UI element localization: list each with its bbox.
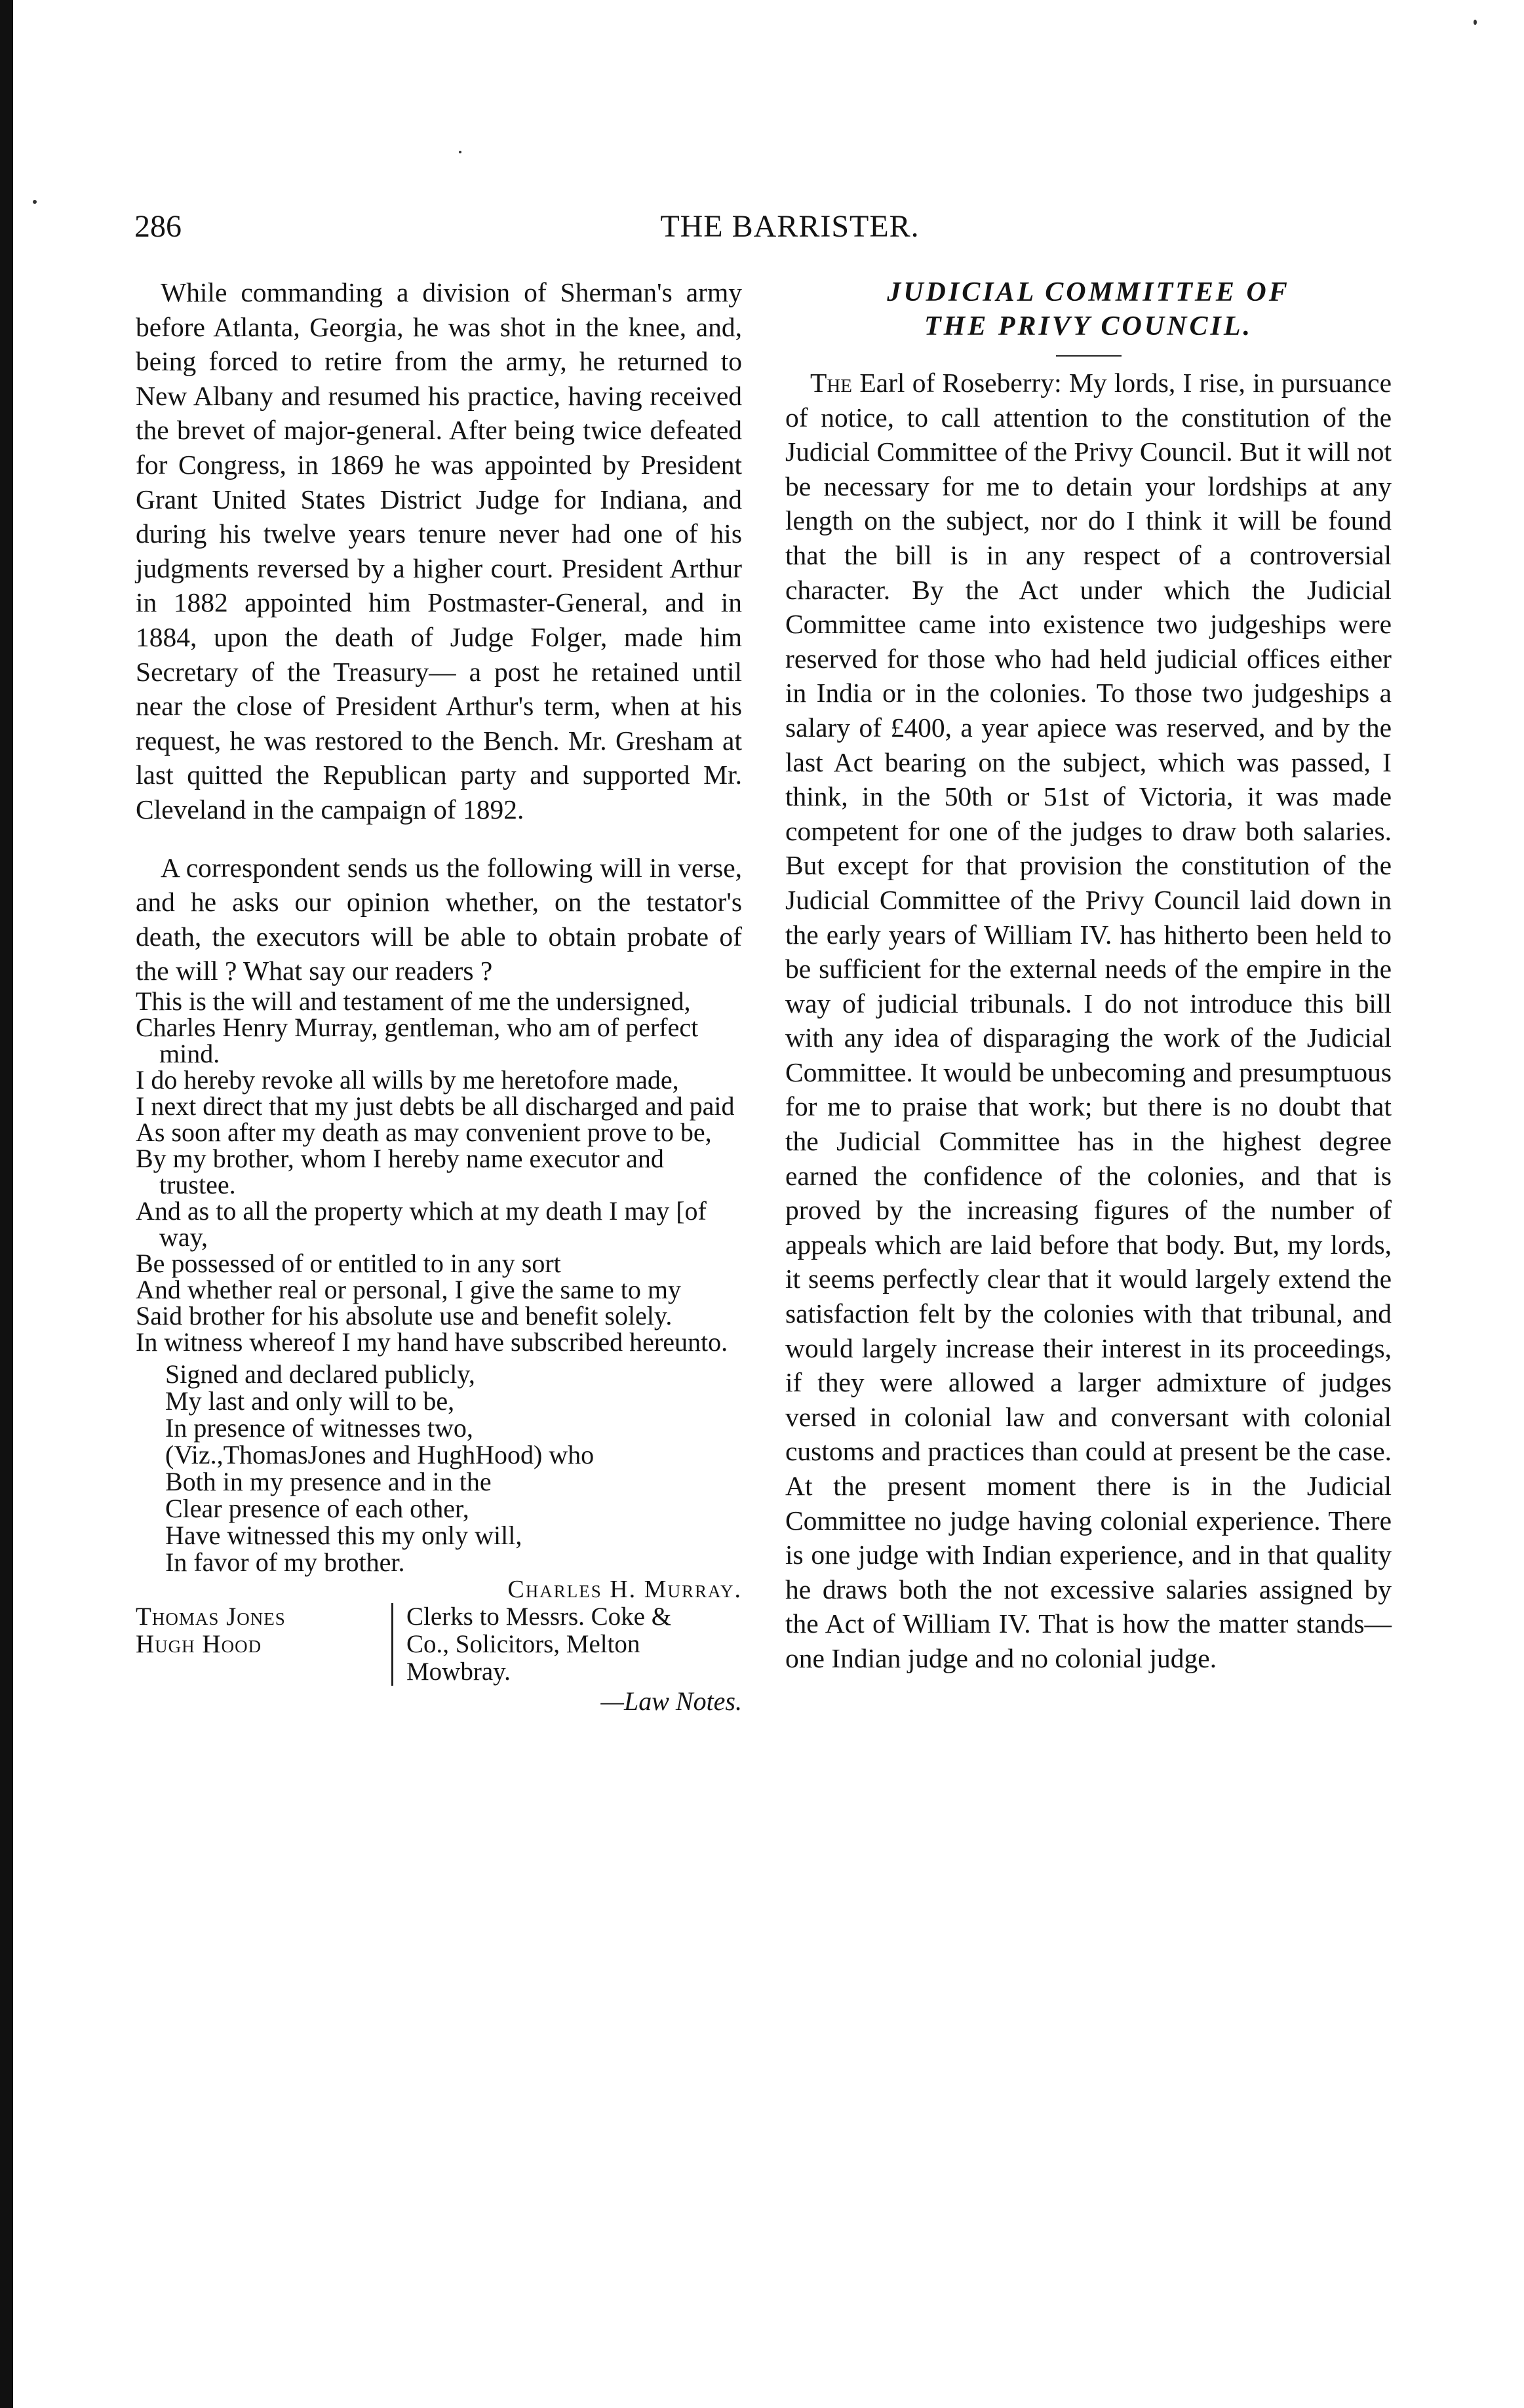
verse-line: My last and only will to be, — [165, 1386, 455, 1416]
right-column — [785, 275, 1392, 1676]
article-heading — [785, 275, 1392, 343]
verse-line: Have witnessed this my only will, — [165, 1520, 522, 1550]
will-verse — [136, 988, 742, 1355]
page-spine-shadow — [0, 0, 13, 2408]
verse-line: I do hereby revoke all wills by me heretofore made, — [136, 1064, 679, 1095]
page-header — [134, 208, 1445, 254]
source-credit: —Law Notes. — [600, 1686, 742, 1716]
verse-line: (Viz.,ThomasJones and HughHood) who — [165, 1439, 595, 1469]
verse-line: And as to all the property which at my death I may [of way, — [136, 1195, 707, 1252]
scan-speck — [1474, 20, 1477, 25]
heading-line: JUDICIAL COMMITTEE OF — [887, 277, 1290, 307]
scan-speck — [33, 200, 37, 204]
witness-desc-line: Co., Solicitors, Melton — [406, 1629, 640, 1658]
witness-name: Hugh Hood — [136, 1629, 262, 1658]
verse-line: In presence of witnesses two, — [165, 1412, 473, 1443]
witness-block — [136, 1603, 742, 1686]
heading-rule — [1056, 355, 1122, 357]
gresham-paragraph: While commanding a division of Sherman's army before Atlanta, Georgia, he was shot in the knee, and, being forced to retire from the army, he returned to New Albany and resumed his practice, having received the brevet of major-general. After being twice defeated for Congress, in 1869 he was appointed by President Grant United States District Judge for Indiana, and during his twelve years tenure never had one of his judgments reversed by a higher court. President Arthur in 1882 appointed him Postmaster-General, and in 1884, upon the death of Judge Folger, made him Secretary of the Treasury— a post he retained until near the close of President Arthur's term, when at his request, he was restored to the Bench. Mr. Gresham at last quitted the Republican party and supported Mr. Cleveland in the campaign of 1892. — [136, 277, 742, 825]
witness-name: Thomas Jones — [136, 1602, 286, 1631]
verse-line: In favor of my brother. — [165, 1547, 405, 1577]
heading-line: THE PRIVY COUNCIL. — [924, 311, 1253, 341]
testator-signature: Charles H. Murray. — [507, 1575, 742, 1603]
verse-line: I next direct that my just debts be all discharged and paid — [136, 1091, 735, 1121]
attestation-verse — [136, 1361, 742, 1576]
witness-desc-line: Clerks to Messrs. Coke & — [406, 1602, 672, 1631]
verse-line: As soon after my death as may convenient prove to be, — [136, 1117, 712, 1147]
scan-speck — [459, 151, 461, 153]
witness-desc-line: Mowbray. — [406, 1657, 511, 1686]
verse-line: This is the will and testament of me the undersigned, — [136, 986, 691, 1016]
speaker-prefix: The — [810, 368, 853, 398]
verse-line: In witness whereof I my hand have subscribed hereunto. — [136, 1327, 728, 1357]
correspondent-paragraph: A correspondent sends us the following will in verse, and he asks our opinion whether, on the testator's death, the executors will be able to obtain probate of the will ? What say our readers ? — [136, 852, 742, 986]
witness-description — [391, 1603, 742, 1686]
page-number: 286 — [134, 209, 182, 244]
running-title: THE BARRISTER. — [660, 209, 920, 244]
verse-line: Be possessed of or entitled to in any sort — [136, 1248, 561, 1278]
verse-line: And whether real or personal, I give the same to my — [136, 1274, 681, 1304]
verse-line: Signed and declared publicly, — [165, 1359, 475, 1389]
verse-line: Both in my presence and in the — [165, 1466, 492, 1496]
speech-text: Earl of Roseberry: My lords, I rise, in pursuance of notice, to call attention to the constitution of the Judicial Committee of the Privy Council. But it will not be necessary for me to detain your lordships at any length on the subject, nor do I think it will be found that the bill is in any respect of a controversial character. By the Act under which the Judicial Committee came into existence two judgeships were reserved for those who had held judicial offices either in India or in the colonies. To those two judgeships a salary of £400, a year apiece was reserved, and by the last Act bearing on the subject, which was passed, I think, in the 50th or 51st of Victoria, it was made competent for one of the judges to draw both salaries. But except for that provision the constitution of the Judicial Committee of the Privy Council laid down in the early years of William IV. has hitherto been held to be sufficient for the external needs of the empire in the way of judicial tribunals. I do not introduce this bill with any idea of disparaging the work of the Judicial Committee. It would be unbecoming and presumptuous for me to praise that work; but there is no doubt that the Judicial Committee has in the highest degree earned the confidence of the colonies, and that is proved by the increasing figures of the number of appeals which are laid before that body. But, my lords, it seems perfectly clear that it would largely extend the satisfaction felt by the colonies with that tribunal, and would largely increase their interest in its proceedings, if they were allowed a larger admixture of judges versed in colonial law and conversant with colonial customs and practices than could at present be the case. At the present moment there is in the Judicial Committee no judge having colonial experience. There is one judge with Indian experience, and in that quality he draws both the not excessive salaries assigned by the Act of William IV. That is how the matter stands—one Indian judge and no colonial judge. — [785, 368, 1392, 1673]
verse-line: By my brother, whom I hereby name executor and trustee. — [136, 1143, 664, 1199]
verse-line: Charles Henry Murray, gentleman, who am of perfect mind. — [136, 1012, 699, 1068]
verse-line: Clear presence of each other, — [165, 1493, 469, 1523]
roseberry-speech — [785, 366, 1392, 1676]
verse-line: Said brother for his absolute use and benefit solely. — [136, 1300, 673, 1330]
left-column — [136, 275, 742, 1717]
witness-names — [136, 1603, 391, 1686]
